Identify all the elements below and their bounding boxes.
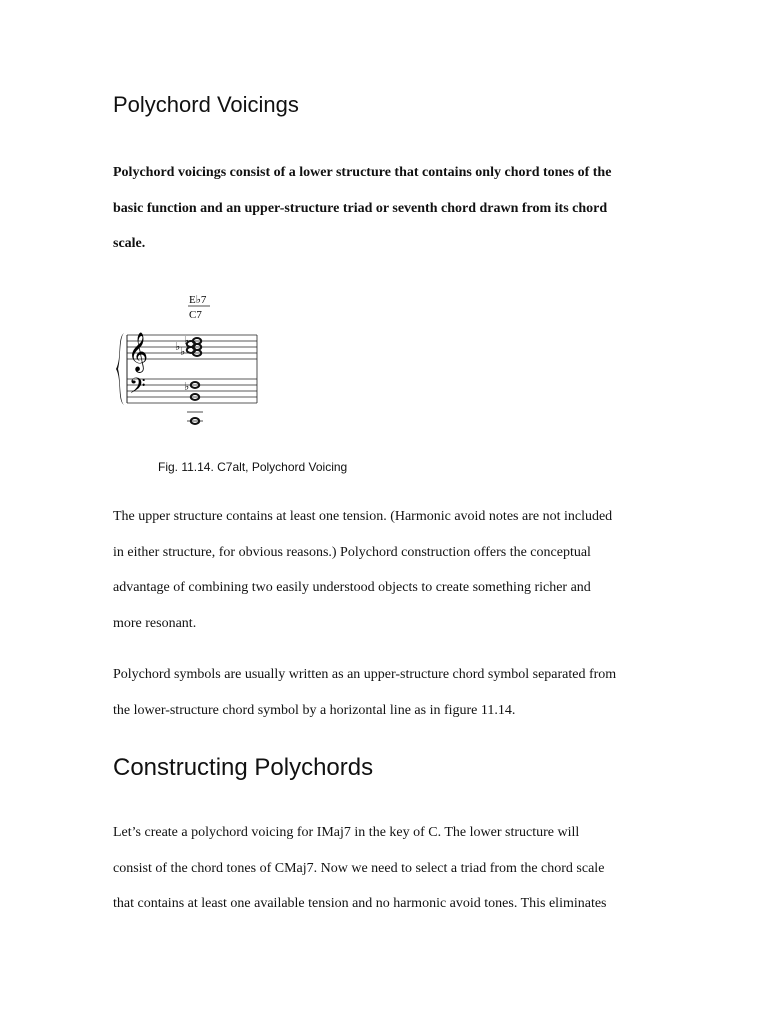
text-line: The upper structure contains at least one tension. (Harmonic avoid notes are not included <box>113 509 613 524</box>
bass-clef-icon: 𝄢 <box>129 374 146 404</box>
text-line: consist of the chord tones of CMaj7. Now we need to select a triad from the chord scale <box>113 860 605 876</box>
svg-text:♭: ♭ <box>184 334 190 347</box>
intro-paragraph <box>113 155 673 262</box>
figure-caption: Fig. 11.14. C7alt, Polychord Voicing <box>158 460 348 474</box>
svg-text:♭: ♭ <box>175 340 181 353</box>
text-line: Polychord voicings consist of a lower structure that contains only chord tones of the <box>113 165 612 180</box>
text-line: basic function and an upper-structure triad or seventh chord drawn from its chord <box>113 200 608 216</box>
lower-chord-symbol: C7 <box>189 309 202 321</box>
upper-chord-symbol: E♭7 <box>189 294 207 306</box>
body-paragraph <box>113 657 673 728</box>
body-paragraph <box>113 815 673 922</box>
text-line: that contains at least one available tension and no harmonic avoid tones. This eliminates <box>113 896 607 911</box>
svg-text:♭: ♭ <box>180 345 186 358</box>
grand-staff-brace <box>116 333 124 405</box>
text-line: advantage of combining two easily understood objects to create something richer and <box>113 580 591 595</box>
text-line: Polychord symbols are usually written as an upper-structure chord symbol separated from <box>113 667 617 682</box>
body-paragraph <box>113 499 673 641</box>
text-line: more resonant. <box>113 615 197 631</box>
treble-clef-icon: 𝄞 <box>128 332 149 372</box>
text-line: scale. <box>113 236 146 251</box>
polychord-notation-figure <box>113 286 263 432</box>
text-line: Let’s create a polychord voicing for IMaj7 in the key of C. The lower structure will <box>113 825 580 840</box>
svg-text:♭: ♭ <box>184 380 190 393</box>
text-line: the lower-structure chord symbol by a horizontal line as in figure 11.14. <box>113 702 516 718</box>
section-title: Constructing Polychords <box>113 754 374 781</box>
section-title: Polychord Voicings <box>113 92 299 117</box>
lower-structure-chord <box>184 380 203 424</box>
upper-structure-chord <box>175 334 201 358</box>
text-line: in either structure, for obvious reasons.) Polychord construction offers the conceptual <box>113 544 591 560</box>
